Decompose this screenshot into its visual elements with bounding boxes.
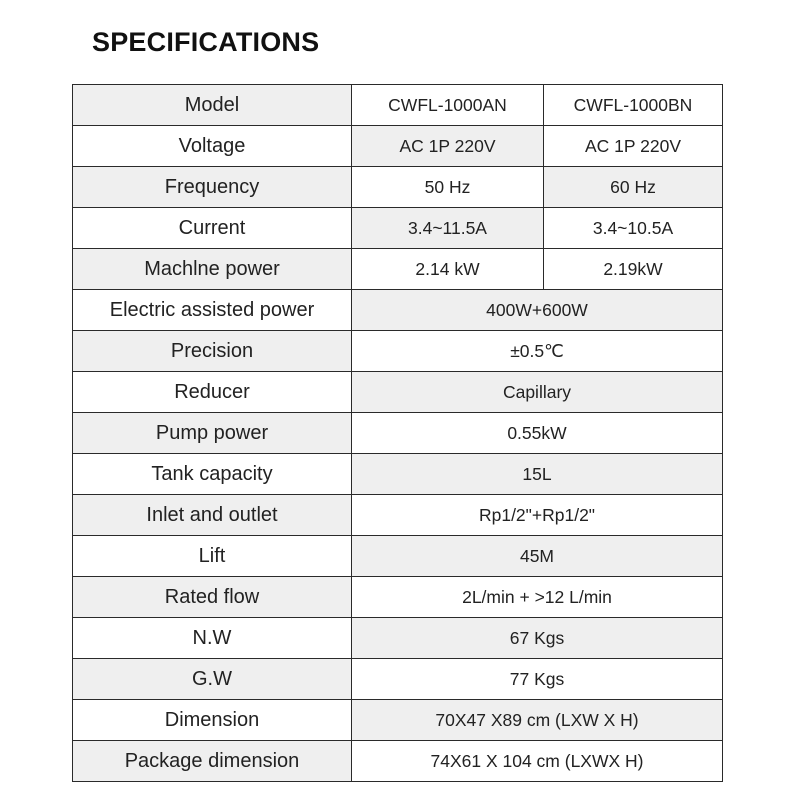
spec-value-model-b: AC 1P 220V [544,126,723,167]
spec-label: Pump power [73,413,352,454]
table-row [73,659,723,700]
table-row [73,536,723,577]
table-row [73,167,723,208]
specifications-table [72,84,723,782]
table-row [73,577,723,618]
table-row [73,372,723,413]
table-row [73,208,723,249]
spec-label: Voltage [73,126,352,167]
spec-value: Rp1/2"+Rp1/2" [352,495,723,536]
spec-label: Lift [73,536,352,577]
spec-label: Precision [73,331,352,372]
spec-label: Frequency [73,167,352,208]
spec-value-model-b: CWFL-1000BN [544,85,723,126]
table-row [73,290,723,331]
spec-label: Current [73,208,352,249]
spec-value-model-a: 3.4~11.5A [352,208,544,249]
spec-value: 67 Kgs [352,618,723,659]
spec-label: Rated flow [73,577,352,618]
table-row [73,126,723,167]
spec-label: Model [73,85,352,126]
spec-value: 70X47 X89 cm (LXW X H) [352,700,723,741]
spec-value-model-b: 60 Hz [544,167,723,208]
spec-label: G.W [73,659,352,700]
table-row [73,413,723,454]
table-row [73,249,723,290]
spec-label: Package dimension [73,741,352,782]
spec-value: 77 Kgs [352,659,723,700]
specifications-table-body [73,85,723,782]
table-row [73,618,723,659]
spec-value: 0.55kW [352,413,723,454]
spec-value-model-a: AC 1P 220V [352,126,544,167]
table-row [73,454,723,495]
table-row [73,85,723,126]
spec-value: Capillary [352,372,723,413]
spec-value: 45M [352,536,723,577]
spec-label: Inlet and outlet [73,495,352,536]
page-title: SPECIFICATIONS [92,27,320,57]
spec-label: Machlne power [73,249,352,290]
spec-label: Tank capacity [73,454,352,495]
spec-value-model-a: 2.14 kW [352,249,544,290]
spec-value: 400W+600W [352,290,723,331]
spec-label: Dimension [73,700,352,741]
spec-value: ±0.5℃ [352,331,723,372]
spec-label: Electric assisted power [73,290,352,331]
table-row [73,700,723,741]
spec-label: Reducer [73,372,352,413]
spec-value: 74X61 X 104 cm (LXWX H) [352,741,723,782]
spec-value-model-b: 3.4~10.5A [544,208,723,249]
table-row [73,331,723,372]
spec-value-model-a: CWFL-1000AN [352,85,544,126]
spec-value: 2L/min + >12 L/min [352,577,723,618]
spec-value-model-a: 50 Hz [352,167,544,208]
spec-label: N.W [73,618,352,659]
spec-value: 15L [352,454,723,495]
table-row [73,495,723,536]
spec-value-model-b: 2.19kW [544,249,723,290]
table-row [73,741,723,782]
